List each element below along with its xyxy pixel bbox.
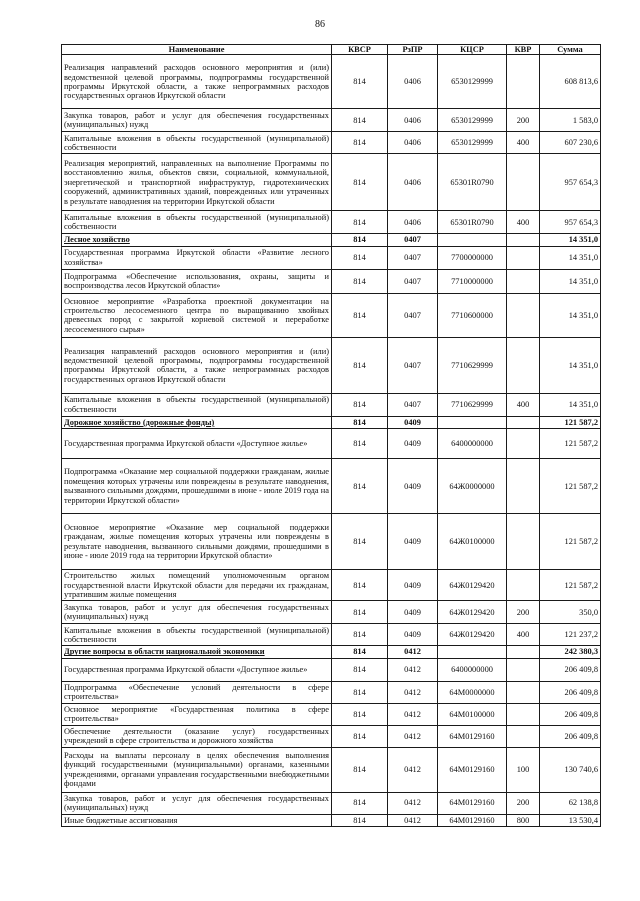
table-cell-kvr xyxy=(507,154,540,211)
table-cell-rzpr: 0412 xyxy=(388,792,438,814)
table-cell-rzpr: 0409 xyxy=(388,570,438,601)
table-cell-name: Закупка товаров, работ и услуг для обеспечения государственных (муниципальных) нужд xyxy=(62,601,332,624)
table-cell-rzpr: 0406 xyxy=(388,154,438,211)
table-cell-kcsr: 65301R0790 xyxy=(438,154,507,211)
table-row xyxy=(62,792,601,814)
table-cell-kvr xyxy=(507,570,540,601)
table-cell-kvr xyxy=(507,337,540,393)
table-cell-kvsr: 814 xyxy=(332,658,388,681)
table-cell-kvsr: 814 xyxy=(332,55,388,109)
header-sum: Сумма xyxy=(540,45,601,55)
table-cell-sum: 121 587,2 xyxy=(540,514,601,570)
table-row xyxy=(62,747,601,792)
table-cell-kvsr: 814 xyxy=(332,601,388,624)
table-cell-name: Закупка товаров, работ и услуг для обеспечения государственных (муниципальных) нужд xyxy=(62,109,332,132)
table-cell-kcsr: 64Ж0129420 xyxy=(438,570,507,601)
table-cell-kcsr: 65301R0790 xyxy=(438,211,507,234)
table-cell-sum: 206 409,8 xyxy=(540,725,601,747)
table-cell-rzpr: 0406 xyxy=(388,132,438,154)
table-row xyxy=(62,337,601,393)
table-row xyxy=(62,246,601,269)
table-cell-sum: 957 654,3 xyxy=(540,211,601,234)
table-cell-kvsr: 814 xyxy=(332,624,388,646)
table-cell-kcsr xyxy=(438,234,507,246)
table-cell-kvr xyxy=(507,514,540,570)
table-cell-kvsr: 814 xyxy=(332,570,388,601)
table-cell-sum: 13 530,4 xyxy=(540,814,601,826)
table-cell-kvsr: 814 xyxy=(332,337,388,393)
table-cell-name: Капитальные вложения в объекты государственной (муниципальной) собственности xyxy=(62,624,332,646)
table-cell-kcsr: 64М0129160 xyxy=(438,792,507,814)
table-row xyxy=(62,514,601,570)
table-cell-name: Капитальные вложения в объекты государственной (муниципальной) собственности xyxy=(62,132,332,154)
table-row xyxy=(62,601,601,624)
table-cell-kvsr: 814 xyxy=(332,416,388,428)
table-row xyxy=(62,132,601,154)
table-row xyxy=(62,55,601,109)
table-cell-kvsr: 814 xyxy=(332,154,388,211)
table-cell-sum: 121 587,2 xyxy=(540,459,601,514)
table-cell-kvr: 400 xyxy=(507,393,540,416)
table-cell-kvr xyxy=(507,246,540,269)
table-cell-name: Основное мероприятие «Оказание мер социальной поддержки гражданам, жилые помещения которых утрачены или повреждены в результате наводнения, вызванного сильными дождями, прошедшими в июне - июле 2019 года на территории Иркутской области» xyxy=(62,514,332,570)
table-cell-name: Лесное хозяйство xyxy=(62,234,332,246)
table-cell-name: Обеспечение деятельности (оказание услуг) государственных учреждений в сфере строительства и дорожного хозяйства xyxy=(62,725,332,747)
table-cell-kcsr: 7710629999 xyxy=(438,337,507,393)
table-cell-rzpr: 0409 xyxy=(388,429,438,459)
table-cell-kcsr: 64Ж0129420 xyxy=(438,624,507,646)
table-cell-rzpr: 0407 xyxy=(388,246,438,269)
table-cell-kvsr: 814 xyxy=(332,814,388,826)
table-cell-rzpr: 0409 xyxy=(388,514,438,570)
table-cell-name: Основное мероприятие «Государственная политика в сфере строительства» xyxy=(62,703,332,725)
table-cell-kvsr: 814 xyxy=(332,681,388,703)
table-cell-rzpr: 0406 xyxy=(388,55,438,109)
header-name: Наименование xyxy=(62,45,332,55)
table-cell-kcsr: 6530129999 xyxy=(438,132,507,154)
section-row xyxy=(62,234,601,246)
table-cell-name: Расходы на выплаты персоналу в целях обеспечения выполнения функций государственными (муниципальными) органами, казенными учреждениями, органами управления государственными внебюджетными фондами xyxy=(62,747,332,792)
page-number: 86 xyxy=(315,19,325,30)
table-cell-kvr: 400 xyxy=(507,132,540,154)
table-cell-sum: 14 351,0 xyxy=(540,337,601,393)
table-cell-kvr xyxy=(507,55,540,109)
table-cell-rzpr: 0409 xyxy=(388,416,438,428)
table-cell-sum: 14 351,0 xyxy=(540,269,601,293)
table-cell-kcsr: 64Ж0129420 xyxy=(438,601,507,624)
table-cell-kvr xyxy=(507,681,540,703)
table-cell-rzpr: 0412 xyxy=(388,681,438,703)
table-cell-kvsr: 814 xyxy=(332,132,388,154)
table-cell-rzpr: 0409 xyxy=(388,624,438,646)
table-cell-name: Государственная программа Иркутской области «Доступное жилье» xyxy=(62,658,332,681)
table-cell-rzpr: 0412 xyxy=(388,814,438,826)
table-cell-kcsr xyxy=(438,646,507,658)
table-cell-kvr xyxy=(507,459,540,514)
table-cell-kvr xyxy=(507,293,540,337)
table-cell-kvsr: 814 xyxy=(332,234,388,246)
table-cell-rzpr: 0409 xyxy=(388,459,438,514)
table-cell-kvr xyxy=(507,658,540,681)
table-cell-name: Реализация направлений расходов основного мероприятия и (или) ведомственной целевой программы, подпрограммы государственной программы Иркутской области, а также непрограммных расходов государственных органов Иркутской области xyxy=(62,55,332,109)
table-cell-kvr xyxy=(507,725,540,747)
table-cell-kvsr: 814 xyxy=(332,792,388,814)
table-cell-name: Подпрограмма «Обеспечение использования, охраны, защиты и воспроизводства лесов Иркутской области» xyxy=(62,269,332,293)
table-cell-rzpr: 0407 xyxy=(388,269,438,293)
table-cell-kvsr: 814 xyxy=(332,246,388,269)
table-body xyxy=(62,55,601,827)
table-row xyxy=(62,658,601,681)
table-cell-name: Подпрограмма «Оказание мер социальной поддержки гражданам, жилые помещения которых утрачены или повреждены в результате наводнения, вызванного сильными дождями, прошедшими в июне - июле 2019 года на территории Иркутской области» xyxy=(62,459,332,514)
table-cell-sum: 608 813,6 xyxy=(540,55,601,109)
table-cell-kcsr: 6400000000 xyxy=(438,658,507,681)
table-row xyxy=(62,154,601,211)
table-cell-name: Государственная программа Иркутской области «Развитие лесного хозяйства» xyxy=(62,246,332,269)
table-cell-kvsr: 814 xyxy=(332,514,388,570)
table-cell-kcsr: 6400000000 xyxy=(438,429,507,459)
table-cell-name: Строительство жилых помещений уполномоченным органом государственной власти Иркутской области для передачи их гражданам, утратившим жилые помещения xyxy=(62,570,332,601)
table-cell-kcsr: 64М0000000 xyxy=(438,681,507,703)
table-cell-rzpr: 0409 xyxy=(388,601,438,624)
table-cell-kvsr: 814 xyxy=(332,211,388,234)
table-cell-kcsr: 7710600000 xyxy=(438,293,507,337)
table-cell-name: Основное мероприятие «Разработка проектной документации на строительство лесосеменного центра по выращиванию хвойных древесных пород с закрытой корневой системой и переработке лесосеменного сырья» xyxy=(62,293,332,337)
table-cell-name: Иные бюджетные ассигнования xyxy=(62,814,332,826)
table-cell-name: Дорожное хозяйство (дорожные фонды) xyxy=(62,416,332,428)
table-cell-rzpr: 0407 xyxy=(388,293,438,337)
table-cell-rzpr: 0407 xyxy=(388,234,438,246)
table-cell-sum: 607 230,6 xyxy=(540,132,601,154)
table-cell-sum: 242 380,3 xyxy=(540,646,601,658)
table-cell-kvsr: 814 xyxy=(332,703,388,725)
table-cell-kvr: 400 xyxy=(507,624,540,646)
table-cell-rzpr: 0406 xyxy=(388,109,438,132)
table-cell-name: Государственная программа Иркутской области «Доступное жилье» xyxy=(62,429,332,459)
table-row xyxy=(62,624,601,646)
table-cell-rzpr: 0412 xyxy=(388,725,438,747)
table-cell-kvsr: 814 xyxy=(332,393,388,416)
table-row xyxy=(62,725,601,747)
table-cell-sum: 121 587,2 xyxy=(540,429,601,459)
table-row xyxy=(62,429,601,459)
table-row xyxy=(62,570,601,601)
table-cell-kvsr: 814 xyxy=(332,747,388,792)
table-cell-kcsr: 6530129999 xyxy=(438,109,507,132)
table-cell-kvr xyxy=(507,234,540,246)
table-cell-kcsr: 64М0129160 xyxy=(438,747,507,792)
table-cell-kvr: 200 xyxy=(507,109,540,132)
table-cell-kvsr: 814 xyxy=(332,269,388,293)
table-row xyxy=(62,211,601,234)
table-cell-name: Подпрограмма «Обеспечение условий деятельности в сфере строительства» xyxy=(62,681,332,703)
table-cell-name: Реализация мероприятий, направленных на выполнение Программы по восстановлению жилья, объектов связи, социальной, коммунальной, энергетической и транспортной инфраструктур, гидротехнических сооружений, административных зданий, поврежденных или утраченных в результате наводнения на территории Иркутской области xyxy=(62,154,332,211)
table-cell-kvr xyxy=(507,269,540,293)
table-cell-rzpr: 0406 xyxy=(388,211,438,234)
table-cell-sum: 121 587,2 xyxy=(540,570,601,601)
table-cell-name: Закупка товаров, работ и услуг для обеспечения государственных (муниципальных) нужд xyxy=(62,792,332,814)
table-cell-sum: 14 351,0 xyxy=(540,393,601,416)
header-kcsr: КЦСР xyxy=(438,45,507,55)
table-cell-kvsr: 814 xyxy=(332,725,388,747)
header-kvsr: КВСР xyxy=(332,45,388,55)
table-cell-kvr: 100 xyxy=(507,747,540,792)
table-cell-kcsr: 64М0129160 xyxy=(438,725,507,747)
table-cell-kcsr xyxy=(438,416,507,428)
table-cell-sum: 62 138,8 xyxy=(540,792,601,814)
table-cell-rzpr: 0407 xyxy=(388,337,438,393)
table-cell-sum: 121 587,2 xyxy=(540,416,601,428)
table-cell-sum: 206 409,8 xyxy=(540,703,601,725)
table-row xyxy=(62,393,601,416)
table-header-row xyxy=(62,45,601,55)
table-cell-kcsr: 6530129999 xyxy=(438,55,507,109)
table-row xyxy=(62,109,601,132)
table-cell-kcsr: 64М0100000 xyxy=(438,703,507,725)
table-cell-rzpr: 0412 xyxy=(388,658,438,681)
table-cell-sum: 14 351,0 xyxy=(540,234,601,246)
table-cell-sum: 130 740,6 xyxy=(540,747,601,792)
table-cell-kvr xyxy=(507,646,540,658)
table-cell-kvsr: 814 xyxy=(332,646,388,658)
table-cell-kvsr: 814 xyxy=(332,109,388,132)
table-cell-kcsr: 7710629999 xyxy=(438,393,507,416)
table-cell-kcsr: 64Ж0000000 xyxy=(438,459,507,514)
table-row xyxy=(62,681,601,703)
section-row xyxy=(62,416,601,428)
table-cell-kvsr: 814 xyxy=(332,293,388,337)
table-cell-sum: 14 351,0 xyxy=(540,246,601,269)
table-cell-kcsr: 7700000000 xyxy=(438,246,507,269)
table-cell-kvr xyxy=(507,703,540,725)
section-row xyxy=(62,646,601,658)
table-cell-sum: 350,0 xyxy=(540,601,601,624)
table-cell-sum: 14 351,0 xyxy=(540,293,601,337)
table-cell-rzpr: 0412 xyxy=(388,747,438,792)
table-cell-kvr xyxy=(507,416,540,428)
table-cell-rzpr: 0412 xyxy=(388,646,438,658)
table-row xyxy=(62,459,601,514)
table-cell-rzpr: 0412 xyxy=(388,703,438,725)
table-row xyxy=(62,293,601,337)
table-cell-sum: 206 409,8 xyxy=(540,681,601,703)
header-rzpr: РзПР xyxy=(388,45,438,55)
table-row xyxy=(62,269,601,293)
table-cell-kvr: 400 xyxy=(507,211,540,234)
table-row xyxy=(62,703,601,725)
table-cell-kvr: 200 xyxy=(507,792,540,814)
table-cell-sum: 1 583,0 xyxy=(540,109,601,132)
table-cell-name: Капитальные вложения в объекты государственной (муниципальной) собственности xyxy=(62,393,332,416)
table-cell-kvsr: 814 xyxy=(332,459,388,514)
table-cell-name: Реализация направлений расходов основного мероприятия и (или) ведомственной целевой программы, подпрограммы государственной программы Иркутской области, а также непрограммных расходов государственных органов Иркутской области xyxy=(62,337,332,393)
table-cell-sum: 206 409,8 xyxy=(540,658,601,681)
table-cell-name: Капитальные вложения в объекты государственной (муниципальной) собственности xyxy=(62,211,332,234)
table-cell-kvr xyxy=(507,429,540,459)
table-row xyxy=(62,814,601,826)
table-cell-rzpr: 0407 xyxy=(388,393,438,416)
table-cell-sum: 957 654,3 xyxy=(540,154,601,211)
table-cell-name: Другие вопросы в области национальной экономики xyxy=(62,646,332,658)
table-cell-kcsr: 64Ж0100000 xyxy=(438,514,507,570)
table-cell-kvr: 200 xyxy=(507,601,540,624)
table-cell-kvsr: 814 xyxy=(332,429,388,459)
table-cell-sum: 121 237,2 xyxy=(540,624,601,646)
budget-table xyxy=(61,44,601,827)
table-cell-kcsr: 64М0129160 xyxy=(438,814,507,826)
table-cell-kcsr: 7710000000 xyxy=(438,269,507,293)
table-cell-kvr: 800 xyxy=(507,814,540,826)
header-kvr: КВР xyxy=(507,45,540,55)
